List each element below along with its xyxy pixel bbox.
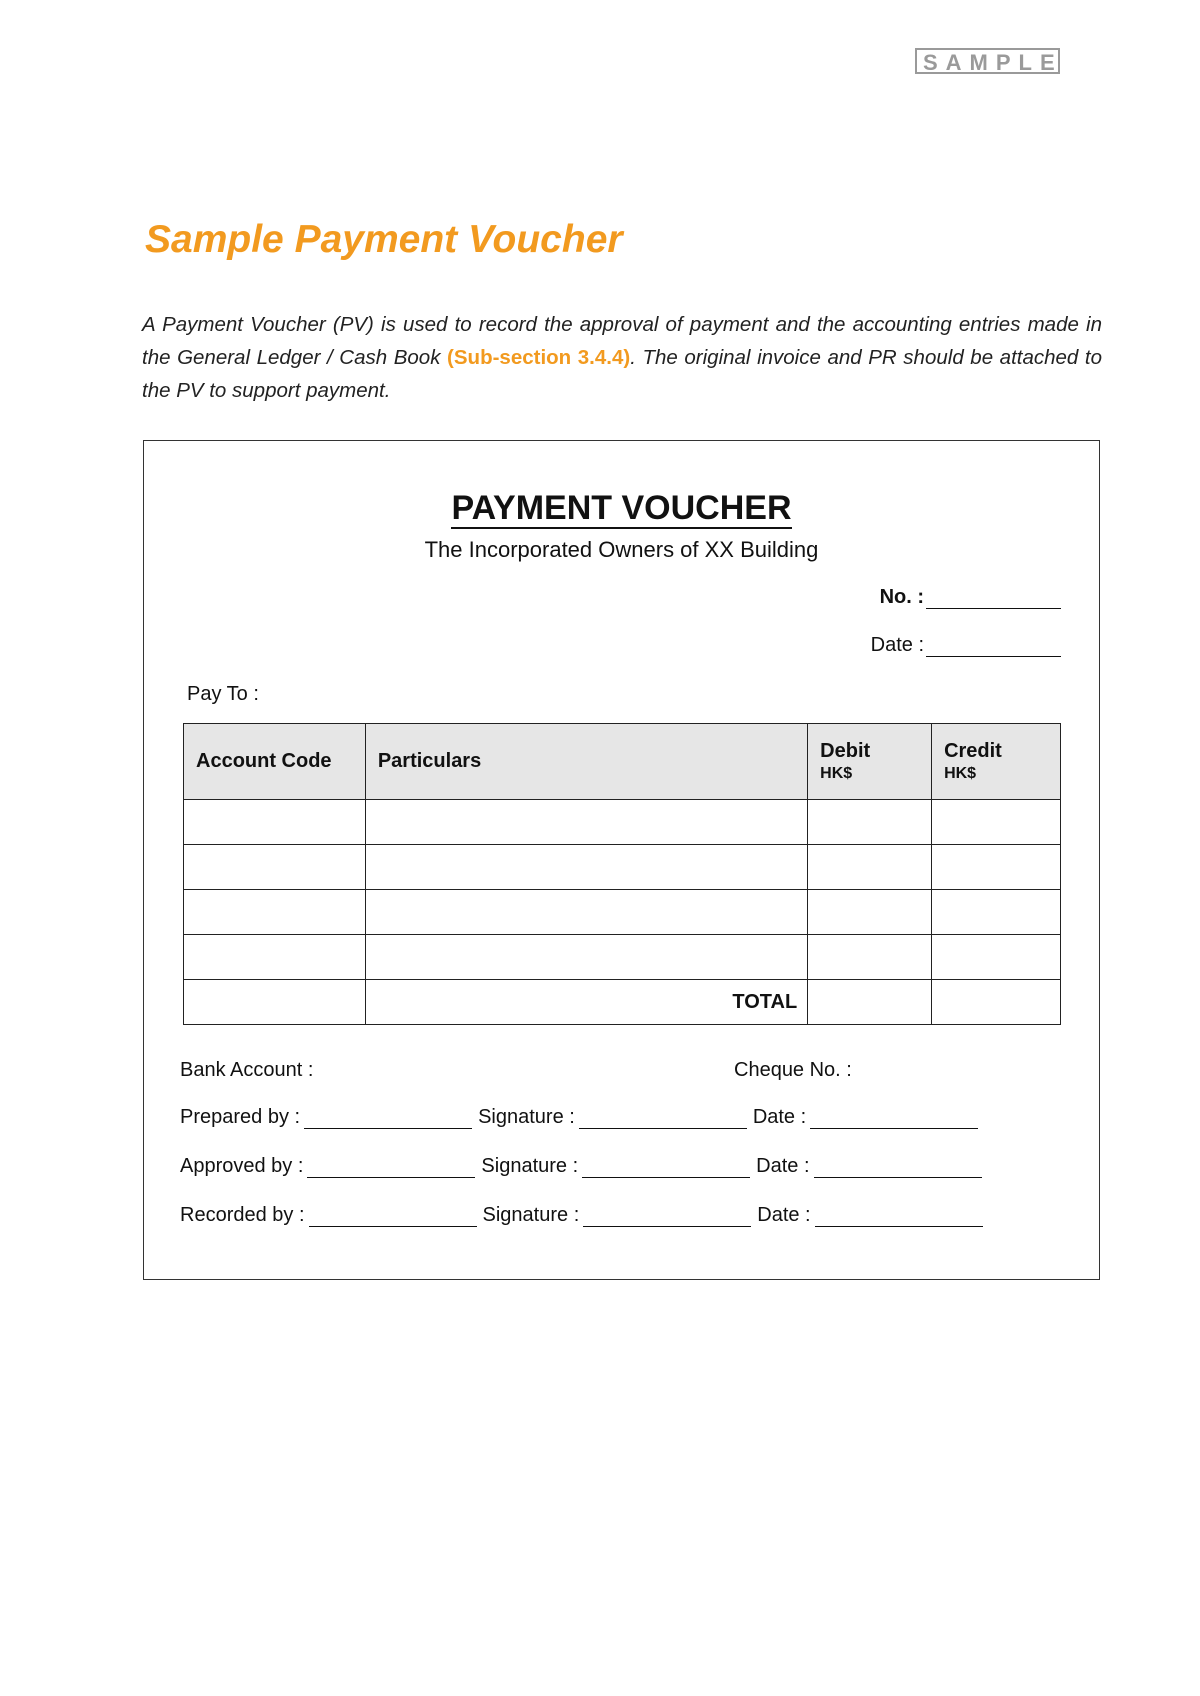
- recorded-by-label: Recorded by :: [180, 1204, 305, 1226]
- cell-debit-total[interactable]: [808, 980, 932, 1025]
- prepared-by-label: Prepared by :: [180, 1106, 301, 1128]
- cell-debit[interactable]: [808, 845, 932, 890]
- date-label: Date :: [752, 1106, 807, 1128]
- column-credit-label: Credit: [944, 740, 1002, 762]
- date-label: Date :: [756, 1155, 810, 1177]
- prepared-by-row: [180, 1106, 984, 1129]
- column-account-code: Account Code: [184, 724, 366, 800]
- table-row: [184, 935, 1061, 980]
- payment-voucher-form: [143, 440, 1100, 1280]
- total-row: [184, 980, 1061, 1025]
- approved-by-label: Approved by :: [180, 1155, 304, 1177]
- recorded-by-row: [180, 1204, 989, 1227]
- intro-text-end: . The original invoice and PR should be attached to the PV to support payment.: [142, 346, 1103, 402]
- voucher-number-line[interactable]: [926, 588, 1061, 609]
- approved-by-row: [180, 1155, 988, 1178]
- table-row: [184, 890, 1061, 935]
- pay-to-label: Pay To :: [187, 683, 259, 705]
- recorded-signature-line[interactable]: [583, 1206, 751, 1227]
- cell-debit[interactable]: [808, 890, 932, 935]
- approved-by-line[interactable]: [307, 1157, 475, 1178]
- table-header-row: [184, 724, 1061, 800]
- cell-debit[interactable]: [808, 935, 932, 980]
- prepared-date-line[interactable]: [810, 1108, 978, 1129]
- cell-credit-total[interactable]: [932, 980, 1061, 1025]
- cell-credit[interactable]: [932, 845, 1061, 890]
- cheque-number-label: Cheque No. :: [734, 1059, 852, 1081]
- recorded-date-line[interactable]: [815, 1206, 983, 1227]
- cell-account-code[interactable]: [184, 980, 366, 1025]
- voucher-heading-text: PAYMENT VOUCHER: [451, 489, 792, 527]
- bank-account-label: Bank Account :: [180, 1059, 314, 1081]
- date-label: Date :: [757, 1204, 811, 1226]
- cell-debit[interactable]: [808, 800, 932, 845]
- cell-account-code[interactable]: [184, 890, 366, 935]
- column-debit-unit: HK$: [820, 765, 853, 782]
- total-label: TOTAL: [365, 980, 807, 1025]
- column-debit: [808, 724, 932, 800]
- intro-text-start: A Payment Voucher (PV) is used to record the approval of payment and the accounting entries made in the General Ledger / Cash Book: [142, 313, 1102, 369]
- signature-label: Signature :: [482, 1204, 580, 1226]
- table-row: [184, 800, 1061, 845]
- subsection-reference: (Sub-section 3.4.4): [447, 346, 631, 369]
- cell-credit[interactable]: [932, 935, 1061, 980]
- cell-credit[interactable]: [932, 800, 1061, 845]
- signature-label: Signature :: [478, 1106, 575, 1128]
- cell-account-code[interactable]: [184, 935, 366, 980]
- voucher-number-field: [880, 586, 1061, 609]
- approved-signature-line[interactable]: [582, 1157, 750, 1178]
- voucher-date-label: Date :: [870, 634, 924, 656]
- prepared-signature-line[interactable]: [579, 1108, 747, 1129]
- column-credit: [932, 724, 1061, 800]
- cell-credit[interactable]: [932, 890, 1061, 935]
- cell-particulars[interactable]: [365, 845, 807, 890]
- approved-date-line[interactable]: [814, 1157, 982, 1178]
- page-title: Sample Payment Voucher: [145, 218, 623, 261]
- prepared-by-line[interactable]: [304, 1108, 472, 1129]
- column-credit-unit: HK$: [944, 765, 977, 782]
- column-debit-label: Debit: [820, 740, 871, 762]
- voucher-date-line[interactable]: [926, 636, 1061, 657]
- cell-particulars[interactable]: [365, 890, 807, 935]
- organization-name: The Incorporated Owners of XX Building: [424, 537, 819, 562]
- voucher-date-field: [871, 634, 1061, 657]
- voucher-heading: [144, 489, 1099, 528]
- table-row: [184, 845, 1061, 890]
- sample-stamp: SAMPLE: [915, 48, 1060, 74]
- voucher-number-label: No. :: [879, 586, 924, 608]
- cell-particulars[interactable]: [365, 800, 807, 845]
- cell-account-code[interactable]: [184, 800, 366, 845]
- recorded-by-line[interactable]: [309, 1206, 477, 1227]
- signature-label: Signature :: [481, 1155, 579, 1177]
- column-particulars: Particulars: [365, 724, 807, 800]
- cell-particulars[interactable]: [365, 935, 807, 980]
- intro-paragraph: [142, 308, 1102, 407]
- cell-account-code[interactable]: [184, 845, 366, 890]
- ledger-table: [183, 723, 1061, 1025]
